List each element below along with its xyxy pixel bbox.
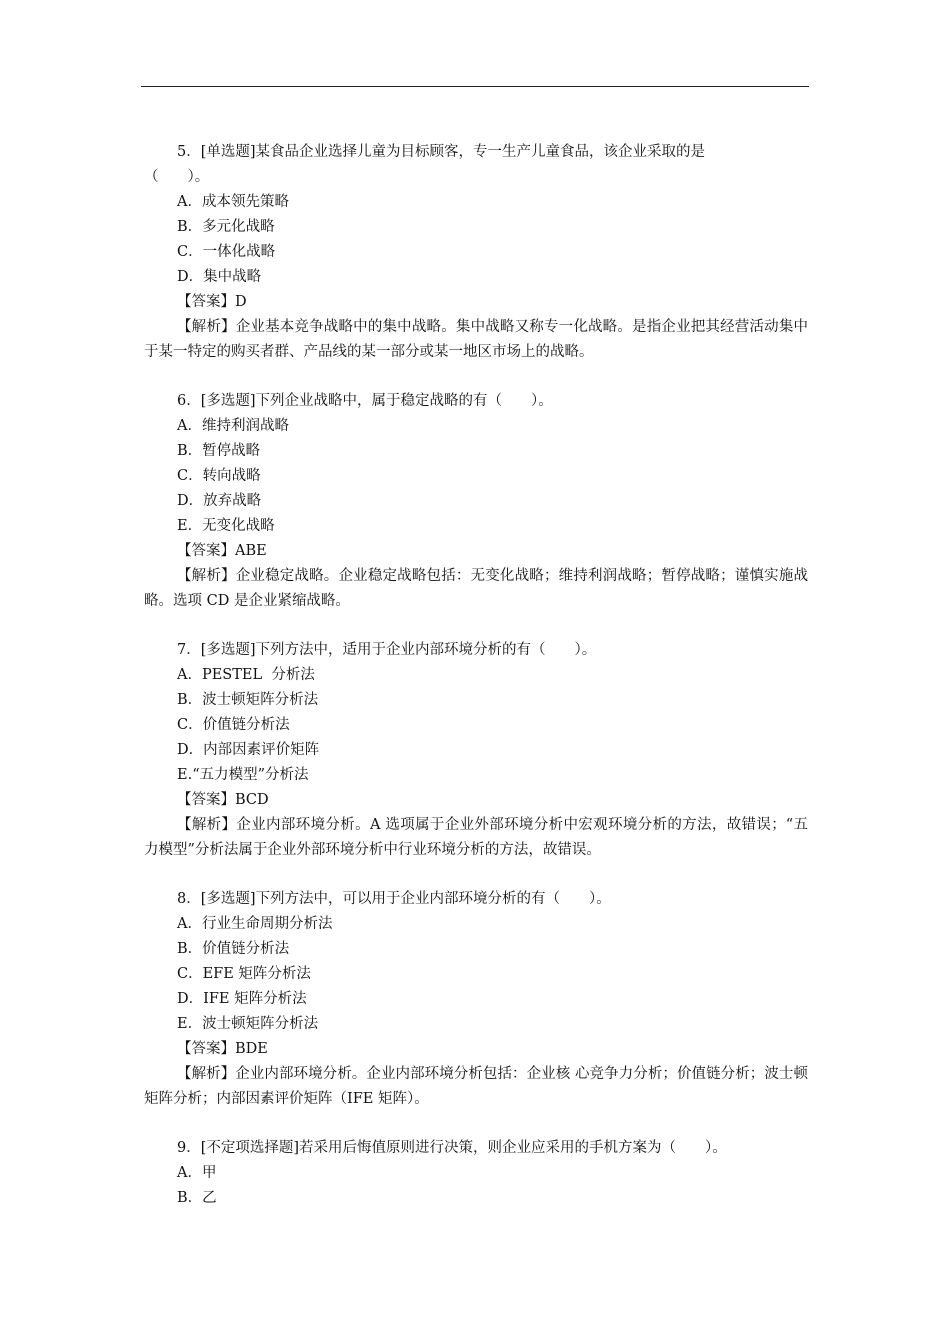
option-a: A．PESTEL 分析法: [177, 667, 315, 683]
option-d: D．内部因素评价矩阵: [177, 742, 320, 758]
answer: 【答案】BCD: [177, 792, 269, 808]
question-stem: 5．[单选题]某食品企业选择儿童为目标顾客，专一生产儿童食品，该企业采取的是: [177, 144, 706, 160]
question-stem: 7．[多选题]下列方法中，适用于企业内部环境分析的有（ ）。: [177, 642, 597, 658]
question-stem: 8．[多选题]下列方法中，可以用于企业内部环境分析的有（ ）。: [177, 891, 611, 907]
question-5: [144, 140, 808, 365]
option-c: C．EFE 矩阵分析法: [177, 966, 311, 982]
option-c: C．一体化战略: [177, 244, 276, 260]
option-a: A．甲: [177, 1165, 217, 1181]
option-a: A．行业生命周期分析法: [177, 916, 333, 932]
question-stem: 6．[多选题]下列企业战略中，属于稳定战略的有（ ）。: [177, 393, 553, 409]
analysis: 【解析】企业基本竞争战略中的集中战略。集中战略又称专一化战略。是指企业把其经营活动集中于某一特定的购买者群、产品线的某一部分或某一地区市场上的战略。: [144, 319, 808, 360]
option-b: B．多元化战略: [177, 219, 275, 235]
analysis: 【解析】企业内部环境分析。企业内部环境分析包括：企业核 心竞争力分析；价值链分析；波士顿矩阵分析；内部因素评价矩阵（IFE 矩阵）。: [144, 1066, 808, 1107]
question-stem: 9．[不定项选择题]若采用后悔值原则进行决策，则企业应采用的手机方案为（ ）。: [177, 1140, 727, 1156]
option-d: D．IFE 矩阵分析法: [177, 991, 307, 1007]
option-c: C．转向战略: [177, 468, 261, 484]
option-c: C．价值链分析法: [177, 717, 290, 733]
document-body: [144, 140, 808, 1235]
option-a: A．维持利润战略: [177, 418, 289, 434]
analysis: 【解析】企业稳定战略。企业稳定战略包括：无变化战略；维持利润战略；暂停战略；谨慎实施战略。选项 CD 是企业紧缩战略。: [144, 568, 808, 609]
question-9: [144, 1136, 808, 1211]
option-a: A．成本领先策略: [177, 194, 289, 210]
option-e: E．无变化战略: [177, 518, 275, 534]
answer: 【答案】ABE: [177, 543, 267, 559]
analysis: 【解析】企业内部环境分析。A 选项属于企业外部环境分析中宏观环境分析的方法，故错误；“五力模型”分析法属于企业外部环境分析中行业环境分析的方法，故错误。: [144, 817, 808, 858]
option-b: B．乙: [177, 1190, 217, 1206]
option-d: D．集中战略: [177, 269, 262, 285]
option-d: D．放弃战略: [177, 493, 262, 509]
header-rule: [141, 86, 809, 87]
question-stem-cont: （ ）。: [144, 169, 210, 185]
question-6: [144, 389, 808, 614]
question-8: [144, 887, 808, 1112]
question-7: [144, 638, 808, 863]
option-e: E.“五力模型”分析法: [177, 767, 309, 783]
answer: 【答案】BDE: [177, 1041, 268, 1057]
option-b: B．波士顿矩阵分析法: [177, 692, 319, 708]
option-e: E．波士顿矩阵分析法: [177, 1016, 319, 1032]
option-b: B．暂停战略: [177, 443, 261, 459]
answer: 【答案】D: [177, 294, 247, 310]
option-b: B．价值链分析法: [177, 941, 290, 957]
